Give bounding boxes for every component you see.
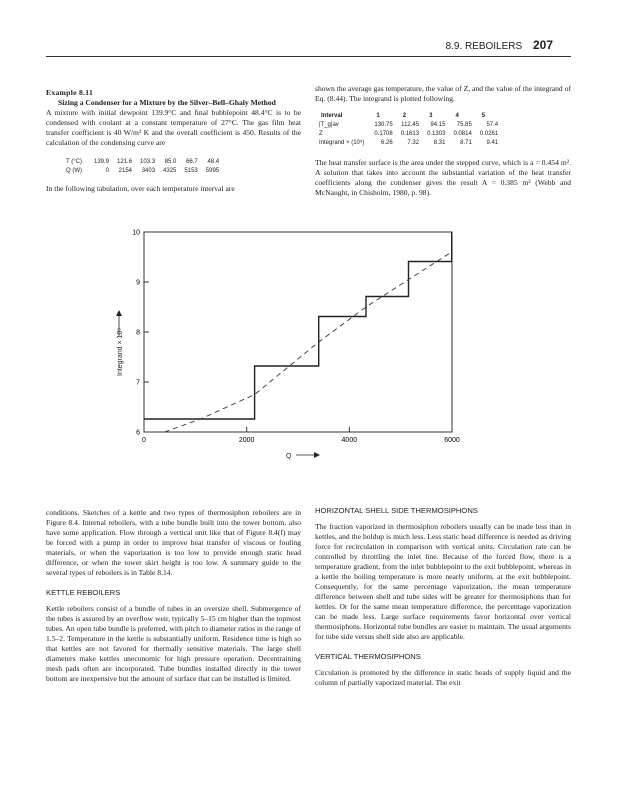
y-tick-label: 9 [136, 279, 140, 287]
table-cell: 48.4 [207, 159, 220, 165]
x-tick-label: 4000 [341, 437, 358, 444]
vertical-thermosiphons-heading: VERTICAL THERMOSIPHONS [315, 652, 421, 661]
table-cell: 0.1303 [427, 131, 446, 137]
upper-left-column [46, 88, 301, 194]
table-cell: 0.1708 [374, 131, 393, 137]
table-cell: 0.1613 [400, 131, 420, 137]
table-cell: 66.7 [186, 159, 198, 165]
intro-text: shown the average gas temperature, the value of Z, and the value of the integrand of Eq. (8.44). The integrand is plotted following. [315, 84, 571, 103]
table-row [315, 139, 502, 148]
vertical-thermosiphons-paragraph: Circulation is promoted by the difference in static heads of supply liquid and the column of partially vaporized material. The exit [315, 668, 571, 687]
example-text: A mixture with initial dewpoint 139.9°C and final bubblepoint 48.4°C is to be condensed with coolant at a constant temperature of 27°C. The gas film heat transfer coefficient is 40 W/m² K and the overall coefficient is 450. Results of the calculation of the condensing curve are [46, 108, 301, 147]
table-cell: 75.85 [456, 122, 472, 128]
table-cell: |T_g|av [319, 122, 339, 128]
table-header: 3 [429, 113, 433, 119]
y-axis-arrowhead [116, 310, 122, 316]
x-tick-label: 0 [142, 437, 146, 444]
series-stepped-integrand [144, 232, 452, 419]
horizontal-thermosiphons-heading: HORIZONTAL SHELL SIDE THERMOSIPHONS [315, 506, 478, 515]
table-cell: 3403 [141, 168, 156, 174]
horizontal-thermosiphons-paragraph: The fraction vaporized in thermosiphon reboilers usually can be made less than in kettles, and the holdup is much less. Less static head difference is needed as driving force for recirculation in comparison with vertical units. Circulation rate can be controlled by throttling the inlet line. Because of the forced flow, there is a temperature gradient, from the inlet bubblepoint to the exit bubblepoint, whereas in a kettle the boiling temperature is more nearly uniform, at the exit bubblepoint. Consequently, for the same percentage vaporization, the mean temperature difference between shell and tube sides will be greater for thermosiphons than for kettles. Or for the same mean temperature difference, the percentage vaporization can be made less. Large surface requirements favor horizontal over vertical thermosiphons. Horizontal tube bundles are easier to maintain. The usual arguments for tube side versus shell side also are applicable. [315, 522, 571, 641]
table-cell: Integrand × (10⁵) [319, 140, 365, 146]
condensing-curve-table [62, 158, 223, 176]
table-header: 2 [402, 113, 407, 119]
upper-right-column [315, 84, 571, 198]
table-cell: 121.6 [117, 159, 133, 165]
table-cell: 4325 [163, 168, 177, 174]
table-row [315, 130, 502, 139]
table-cell: 57.4 [486, 122, 499, 128]
table-row [62, 167, 223, 176]
table-cell: 0.0814 [453, 131, 472, 137]
table-cell: 139.9 [94, 159, 110, 165]
table-cell: 8.71 [460, 140, 472, 146]
interval-table [315, 112, 502, 148]
table-cell: 94.15 [430, 122, 446, 128]
table-header: 4 [455, 113, 459, 119]
table-cell: 5995 [205, 168, 220, 174]
y-tick-label: 8 [136, 329, 140, 337]
table-cell: 6.26 [381, 140, 393, 146]
example-label: Example 8.11 [46, 88, 94, 97]
running-header [445, 38, 553, 52]
series-continuous-curve [165, 252, 452, 432]
header-rule [46, 56, 571, 57]
table-header: 5 [481, 113, 486, 119]
section-title: 8.9. REBOILERS [445, 41, 523, 52]
reboiler-intro-paragraph: conditions. Sketches of a kettle and two types of thermosiphon reboilers are in Figure 8.4. Internal reboilers, with a tube bundle built into the tower bottom, also have some application. Flow through a vertical unit like that of Figure 8.4(f) may be forced with a pump in order to improve heat transfer of viscous or fouling materials, or when the vaporization is too low to provide enough static head difference, or when the tower skirt height is too low. A summary guide to the several types of reboilers is in Table 8.14. [46, 508, 301, 577]
x-tick-label: 2000 [238, 437, 255, 444]
table-cell: 9.41 [486, 140, 499, 146]
table-cell: 2154 [118, 168, 133, 174]
lower-right-column [315, 506, 571, 688]
table-cell: 5153 [184, 168, 198, 174]
table-cell: 0 [105, 168, 110, 174]
lower-left-column [46, 508, 301, 684]
table-cell: 7.32 [407, 140, 420, 146]
table-header: 1 [376, 113, 380, 119]
kettle-reboilers-paragraph: Kettle reboilers consist of a bundle of tubes in an oversize shell. Submergence of the tubes is assured by an overflow weir, typically 5–15 cm higher than the topmost tubes. An open tube bundle is preferred, with pitch to diameter ratios in the range of 1.5–2. Temperature in the kettle is substantially uniform. Residence time is high so that kettles are not favored for thermally sensitive materials. The large shell diameters make kettles uneconomic for high pressure operation. Decentraining mesh pads often are incorporated. Tube bundles installed directly in the tower bottom are inexpensive but the amount of surface that can be installed is limited. [46, 604, 301, 683]
table-row [315, 121, 502, 130]
table-header: Interval [321, 113, 343, 119]
table-cell: Q (W) [66, 168, 82, 174]
table-cell: T (°C) [66, 159, 82, 165]
example-after-text: In the following tabulation, over each temperature interval are [46, 184, 235, 193]
y-tick-label: 6 [136, 429, 140, 437]
after-text: The heat transfer surface is the area under the stepped curve, which is a = 0.454 m². A solution that takes into account the substantial variation of the heat transfer coefficients along the condenser gives the result A = 0.385 m² (Webb and McNaught, in Chisholm, 1980, p. 98). [315, 158, 571, 197]
y-tick-label: 10 [132, 229, 140, 237]
kettle-reboilers-heading: KETTLE REBOILERS [46, 588, 121, 597]
table-row [62, 158, 223, 167]
y-axis-label: Integrand × 10⁵ [117, 327, 124, 376]
table-cell: Z [319, 131, 323, 137]
table-cell: 8.31 [433, 140, 446, 146]
y-tick-label: 7 [136, 379, 140, 387]
x-tick-label: 6000 [444, 437, 460, 444]
plot-frame [144, 232, 452, 432]
x-axis-label: Q [286, 453, 292, 460]
table-cell: 0.0261 [479, 131, 499, 137]
table-cell: 130.75 [374, 122, 393, 128]
example-title: Sizing a Condenser for a Mixture by the Silver–Bell–Ghaly Method [58, 98, 276, 107]
x-axis-arrowhead [314, 452, 320, 458]
table-cell: 112.45 [401, 122, 420, 128]
table-cell: 85.0 [164, 159, 177, 165]
page-number: 207 [532, 38, 553, 52]
table-cell: 103.3 [140, 159, 156, 165]
table-header-row [315, 112, 502, 121]
integrand-chart [110, 226, 480, 476]
